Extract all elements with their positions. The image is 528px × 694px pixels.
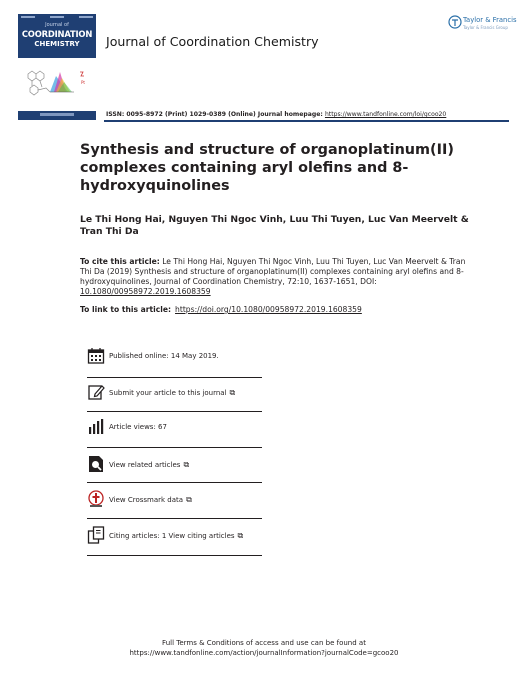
related-articles-icon [87,455,105,473]
external-link-icon: ⧉ [229,388,236,397]
related-articles-label: View related articles [109,461,181,469]
related-articles-row[interactable] [87,455,262,481]
issn-text: ISSN: 0095-8972 (Print) 1029-0389 (Online) Journal homepage: [106,111,325,118]
citing-articles-icon [87,526,105,544]
header-bar [18,111,96,120]
article-authors: Le Thi Hong Hai, Nguyen Thi Ngoc Vinh, Luu Thi Tuyen, Luc Van Meervelt & Tran Thi Da [80,214,469,237]
divider [87,518,262,519]
crossmark-icon [87,490,105,508]
article-views-text: Article views: 67 [109,423,167,431]
citing-articles-link[interactable] [109,531,243,541]
divider [87,411,262,412]
edit-icon [87,383,105,401]
article-doi-link[interactable]: https://doi.org/10.1080/00958972.2019.1608359 [175,305,362,314]
cover-line-3: CHEMISTRY [34,40,80,48]
bar-chart-icon [87,418,105,436]
journal-homepage-link[interactable]: https://www.tandfonline.com/loi/gcoo20 [324,111,447,118]
article-title: Synthesis and structure of organoplatinum(II) complexes containing aryl olefins and 8-hydroxyquinolines [80,142,454,194]
submit-article-link[interactable] [109,388,235,398]
link-label: To link to this article: [80,305,172,314]
citing-articles-row[interactable] [87,526,262,552]
external-link-icon: ⧉ [237,531,244,540]
cover-header-lines [21,16,93,19]
published-online-text: Published online: 14 May 2019. [109,352,219,360]
divider [87,482,262,483]
divider [87,447,262,448]
external-link-icon: ⧉ [183,460,190,469]
footer-line-1: Full Terms & Conditions of access and use can be found at [162,639,366,647]
link-block [80,305,362,315]
citation-text: Le Thi Hong Hai, Nguyen Thi Ngoc Vinh, Luu Thi Tuyen, Luc Van Meervelt & Tran Thi Da (2019) Synthesis and structure of organoplatinum(II) complexes containing aryl olefins and 8-hydroxyquinolines, Journal of Coordination Chemistry, 72:10, 1637-1651, DOI: [80,257,466,286]
cover-line-2: COORDINATION [21,29,93,39]
divider [87,377,262,378]
publisher-tagline: Taylor & Francis Group [463,25,508,30]
citation-label: To cite this article: [80,257,160,266]
citing-articles-label: Citing articles: 1 View citing articles [109,532,235,540]
crossmark-row[interactable] [87,490,262,516]
publisher-name: Taylor & Francis [463,16,517,24]
journal-cover [18,14,96,58]
crossmark-label: View Crossmark data [109,496,184,504]
footer-terms-link[interactable]: https://www.tandfonline.com/action/journalInformation?journalCode=gcoo20 [129,649,399,657]
article-views-row [87,418,262,444]
calendar-icon [87,347,105,365]
crossmark-link[interactable] [109,495,192,505]
submit-article-row[interactable] [87,383,262,409]
citation-block [80,257,470,297]
header-rule [104,120,509,122]
issn-line [106,111,446,118]
footer [0,638,528,658]
external-link-icon: ⧉ [186,495,192,504]
graphical-abstract-icon [26,68,92,98]
divider [87,555,262,556]
svg-text:Pt: Pt [81,80,85,85]
related-articles-link[interactable] [109,460,189,470]
published-online-row [87,347,262,373]
cover-line-1: Journal of [45,22,69,28]
submit-article-label: Submit your article to this journal [109,389,227,397]
journal-title[interactable]: Journal of Coordination Chemistry [106,34,319,49]
citation-doi-link[interactable]: 10.1080/00958972.2019.1608359 [80,287,211,296]
